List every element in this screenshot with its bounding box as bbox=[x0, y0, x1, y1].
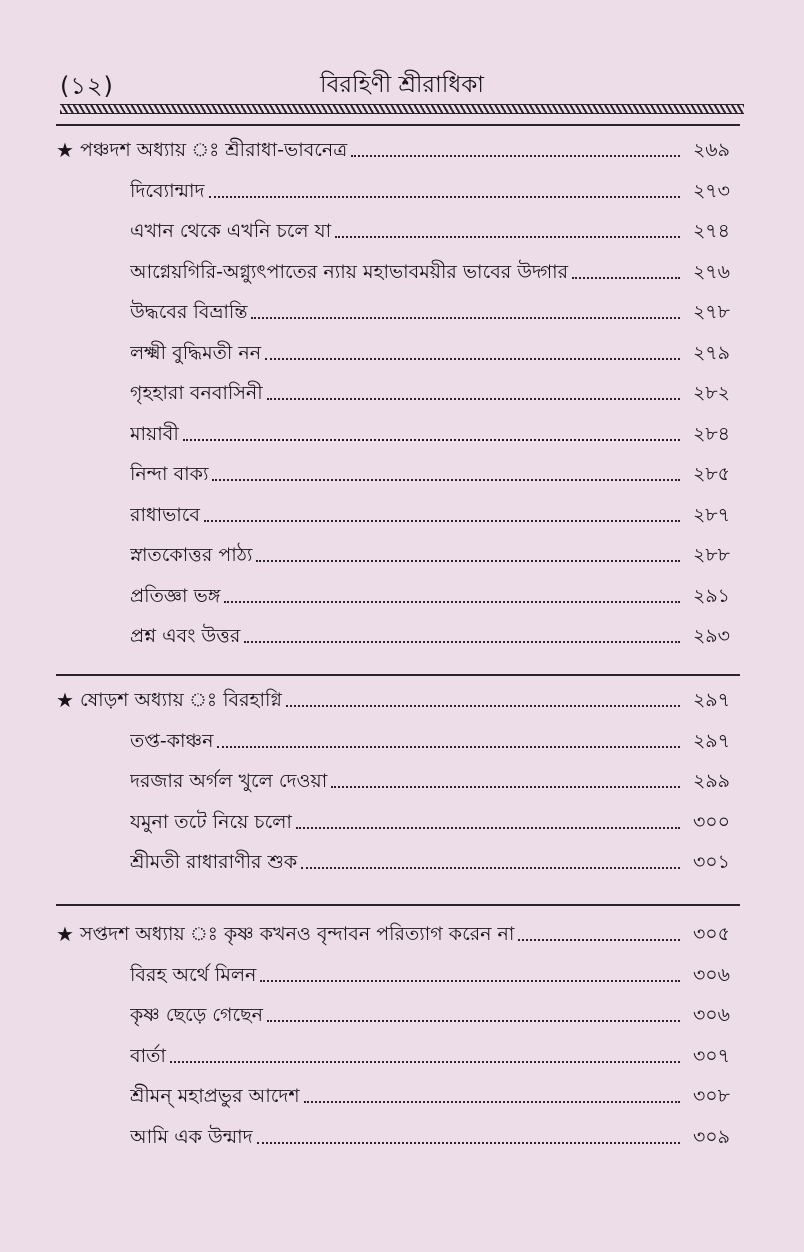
page-number-ref: ৩০০ bbox=[692, 810, 730, 833]
dot-leader bbox=[224, 601, 680, 603]
running-title: বিরহিণী শ্রীরাধিকা bbox=[320, 72, 484, 98]
toc-entry-row[interactable] bbox=[130, 713, 730, 753]
entry-title: তপ্ত-কাঞ্চন bbox=[130, 729, 214, 752]
toc-entry-row[interactable] bbox=[130, 406, 730, 446]
dot-leader bbox=[183, 439, 680, 441]
page-number-ref: ২৮৮ bbox=[692, 544, 730, 566]
entry-title: লক্ষ্মী বুদ্ধিমতী নন bbox=[130, 341, 262, 364]
toc-entry-row[interactable] bbox=[130, 325, 730, 365]
dot-leader bbox=[212, 479, 680, 481]
dot-leader bbox=[204, 520, 680, 522]
page-number-ref: ২৮৭ bbox=[692, 503, 730, 526]
entry-title: রাধাভাবে bbox=[130, 503, 200, 526]
dot-leader bbox=[286, 705, 680, 707]
chapter-row[interactable] bbox=[56, 672, 730, 712]
entry-title: গৃহহারা বনবাসিনী bbox=[130, 382, 263, 404]
toc-entry-row[interactable] bbox=[130, 834, 730, 874]
toc-entry-row[interactable] bbox=[130, 753, 730, 793]
entry-title: শ্রীমন্ মহাপ্রভুর আদেশ bbox=[130, 1085, 300, 1107]
star-icon: ★ bbox=[56, 688, 74, 712]
toc-entry-row[interactable] bbox=[130, 284, 730, 324]
page-header bbox=[60, 62, 744, 102]
header-ornament-rule bbox=[60, 104, 744, 114]
page-number-ref: ২৯৩ bbox=[692, 625, 730, 647]
dot-leader bbox=[296, 827, 680, 829]
dot-leader bbox=[251, 317, 680, 319]
chapter-title: সপ্তদশ অধ্যায় ঃ কৃষ্ণ কখনও বৃন্দাবন পরিত্যাগ করেন না bbox=[80, 923, 515, 945]
star-icon: ★ bbox=[56, 922, 74, 946]
entry-title: স্নাতকোত্তর পাঠ্য bbox=[130, 544, 253, 566]
toc-entry-row[interactable] bbox=[130, 244, 730, 284]
page-number-ref: ২৮২ bbox=[692, 382, 730, 404]
entry-title: প্রতিজ্ঞা ভঙ্গ bbox=[130, 584, 221, 607]
section-divider bbox=[56, 674, 740, 676]
page-number-ref: ৩০৬ bbox=[692, 1004, 730, 1026]
chapter-row[interactable] bbox=[56, 122, 730, 162]
page-number-ref: ২৯৯ bbox=[692, 770, 730, 792]
toc-entry-row[interactable] bbox=[130, 365, 730, 405]
dot-leader bbox=[209, 196, 680, 198]
page-number-ref: ২৯৭ bbox=[692, 729, 730, 752]
toc-entry-row[interactable] bbox=[130, 568, 730, 608]
toc-entry-row[interactable] bbox=[130, 487, 730, 527]
dot-leader bbox=[572, 277, 680, 279]
page-number-ref: ২৯১ bbox=[692, 584, 730, 607]
entry-title: মায়াবী bbox=[130, 422, 179, 445]
page-number-ref: ৩০৯ bbox=[692, 1125, 730, 1148]
page-number-ref: ২৮৫ bbox=[692, 463, 730, 485]
page-number-ref: ২৬৯ bbox=[692, 139, 730, 161]
entry-title: শ্রীমতী রাধারাণীর শুক bbox=[130, 851, 298, 873]
section-divider bbox=[56, 124, 740, 126]
toc-entry-row[interactable] bbox=[130, 1068, 730, 1108]
entry-title: যমুনা তটে নিয়ে চলো bbox=[130, 810, 292, 833]
star-icon: ★ bbox=[56, 138, 74, 162]
page-number: (১২) bbox=[60, 72, 114, 100]
toc-entry-row[interactable] bbox=[130, 987, 730, 1027]
dot-leader bbox=[331, 786, 680, 788]
dot-leader bbox=[335, 236, 680, 238]
entry-title: উদ্ধবের বিভ্রান্তি bbox=[130, 301, 248, 323]
toc-entry-row[interactable] bbox=[130, 1109, 730, 1149]
toc-entry-row[interactable] bbox=[130, 446, 730, 486]
dot-leader bbox=[256, 560, 680, 562]
page-number-ref: ২৮৪ bbox=[692, 422, 730, 445]
page-number-ref: ২৭৯ bbox=[692, 341, 730, 364]
page-number-ref: ২৭৮ bbox=[692, 301, 730, 323]
entry-title: নিন্দা বাক্য bbox=[130, 463, 209, 485]
entry-title: কৃষ্ণ ছেড়ে গেছেন bbox=[130, 1004, 263, 1026]
page-number-ref: ২৭৪ bbox=[692, 220, 730, 242]
page-number-ref: ৩০৫ bbox=[692, 923, 730, 945]
toc-entry-row[interactable] bbox=[130, 527, 730, 567]
entry-title: এখান থেকে এখনি চলে যা bbox=[130, 220, 332, 242]
entry-title: বার্তা bbox=[130, 1044, 166, 1067]
page-number-ref: ২৭৬ bbox=[692, 260, 730, 283]
dot-leader bbox=[267, 398, 680, 400]
chapter-row[interactable] bbox=[56, 906, 730, 946]
toc-entry-row[interactable] bbox=[130, 163, 730, 203]
dot-leader bbox=[518, 939, 680, 941]
dot-leader bbox=[260, 980, 680, 982]
page-number-ref: ২৯৭ bbox=[692, 689, 730, 711]
entry-title: আগ্নেয়গিরি-অগ্ন্যুৎপাতের ন্যায় মহাভাবময়ীর ভাবের উদ্গার bbox=[130, 260, 569, 283]
dot-leader bbox=[301, 867, 680, 869]
dot-leader bbox=[265, 358, 680, 360]
toc-entry-row[interactable] bbox=[130, 947, 730, 987]
page-number-ref: ৩০৭ bbox=[692, 1044, 730, 1067]
toc-entry-row[interactable] bbox=[130, 1028, 730, 1068]
section-divider bbox=[56, 904, 740, 906]
entry-title: দিব্যোন্মাদ bbox=[130, 179, 205, 202]
entry-title: দরজার অর্গল খুলে দেওয়া bbox=[130, 770, 328, 792]
page-number-ref: ২৭৩ bbox=[692, 179, 730, 202]
chapter-title: ষোড়শ অধ্যায় ঃ বিরহাগ্নি bbox=[80, 689, 282, 711]
page-number-ref: ৩০১ bbox=[692, 851, 730, 873]
page-number-ref: ৩০৬ bbox=[692, 963, 730, 986]
entry-title: আমি এক উন্মাদ bbox=[130, 1125, 253, 1148]
dot-leader bbox=[170, 1061, 680, 1063]
entry-title: প্রশ্ন এবং উত্তর bbox=[130, 625, 241, 647]
dot-leader bbox=[304, 1101, 680, 1103]
dot-leader bbox=[267, 1020, 680, 1022]
toc-entry-row[interactable] bbox=[130, 203, 730, 243]
page-number-ref: ৩০৮ bbox=[692, 1085, 730, 1107]
toc-entry-row[interactable] bbox=[130, 794, 730, 834]
dot-leader bbox=[351, 155, 680, 157]
entry-title: বিরহ অর্থে মিলন bbox=[130, 963, 257, 986]
dot-leader bbox=[217, 746, 680, 748]
toc-entry-row[interactable] bbox=[130, 608, 730, 648]
dot-leader bbox=[244, 641, 680, 643]
dot-leader bbox=[257, 1142, 680, 1144]
chapter-title: পঞ্চদশ অধ্যায় ঃ শ্রীরাধা-ভাবনেত্র bbox=[80, 139, 348, 161]
